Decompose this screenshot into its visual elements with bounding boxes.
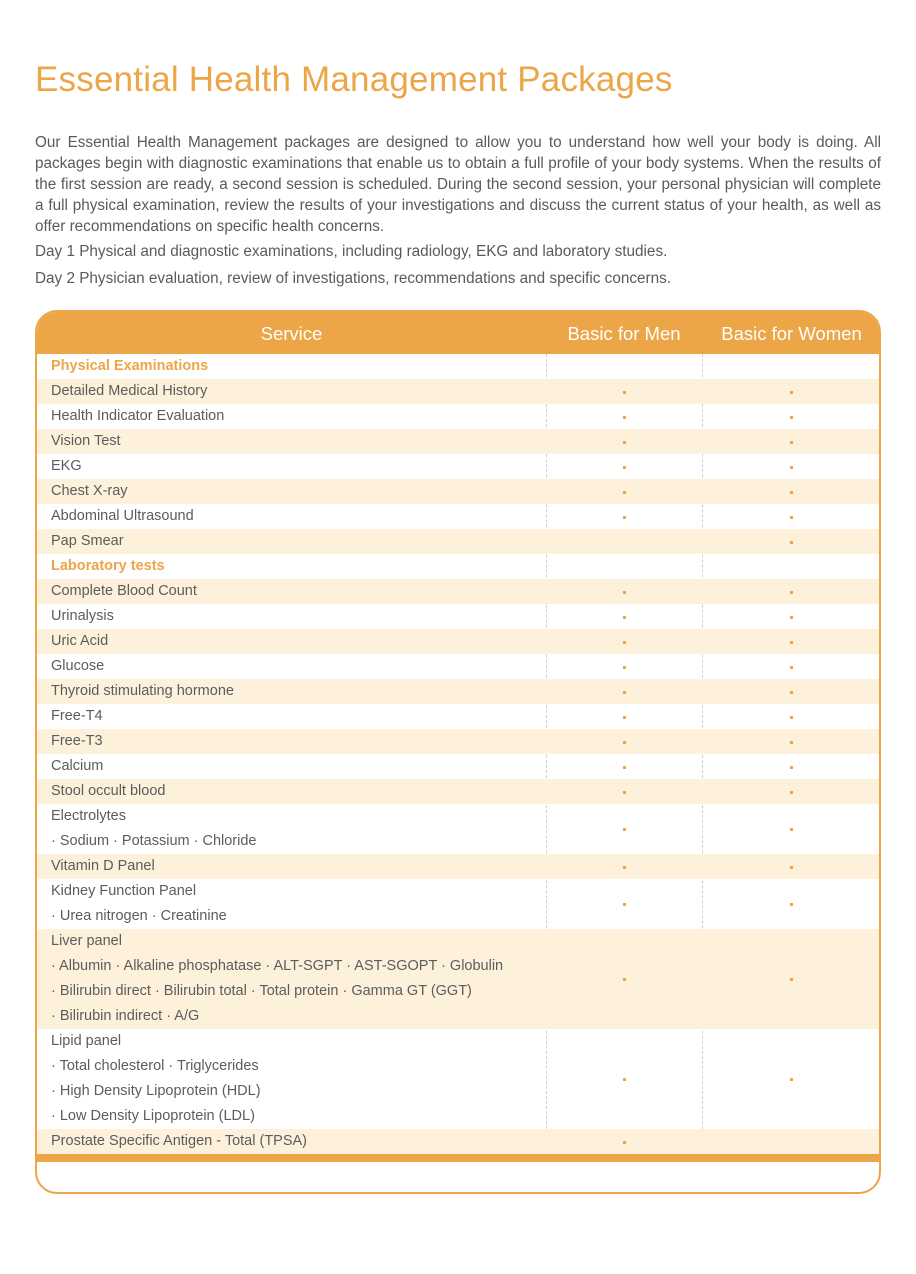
service-detail: · Low Density Lipoprotein (LDL) <box>51 1108 255 1124</box>
service-cell <box>37 779 546 804</box>
service-name: Chest X-ray <box>51 483 128 499</box>
table-row <box>37 854 879 879</box>
page-title: Essential Health Management Packages <box>35 60 673 99</box>
included-women-dot-icon <box>790 791 793 794</box>
table-footer-bar <box>37 1154 879 1162</box>
table-header <box>37 312 879 354</box>
service-cell <box>37 354 546 379</box>
included-men-dot-icon <box>623 903 626 906</box>
included-women-dot-icon <box>790 903 793 906</box>
service-cell <box>37 1129 546 1154</box>
included-women-dot-icon <box>790 441 793 444</box>
header-basic-men: Basic for Men <box>567 323 681 344</box>
included-men-dot-icon <box>623 691 626 694</box>
service-detail: · High Density Lipoprotein (HDL) <box>51 1083 261 1099</box>
table-row <box>37 929 879 1029</box>
included-women-dot-icon <box>790 716 793 719</box>
table-row <box>37 779 879 804</box>
included-men-dot-icon <box>623 1141 626 1144</box>
included-women-dot-icon <box>790 828 793 831</box>
included-women-dot-icon <box>790 616 793 619</box>
included-men-dot-icon <box>623 766 626 769</box>
service-cell <box>37 454 546 479</box>
service-name: Pap Smear <box>51 533 124 549</box>
service-name: Calcium <box>51 758 104 774</box>
service-cell <box>37 404 546 429</box>
included-women-dot-icon <box>790 1078 793 1081</box>
section-header-row <box>37 354 879 379</box>
included-women-dot-icon <box>790 978 793 981</box>
service-name: Free-T3 <box>51 733 103 749</box>
included-women-dot-icon <box>790 741 793 744</box>
service-cell <box>37 854 546 879</box>
service-name: Laboratory tests <box>51 558 165 574</box>
included-men-dot-icon <box>623 441 626 444</box>
included-men-dot-icon <box>623 416 626 419</box>
table-row <box>37 604 879 629</box>
service-name: Uric Acid <box>51 633 109 649</box>
service-cell <box>37 729 546 754</box>
service-name: Health Indicator Evaluation <box>51 408 225 424</box>
table-body <box>37 354 879 1154</box>
table-row <box>37 504 879 529</box>
included-men-dot-icon <box>623 1078 626 1081</box>
service-name: Lipid panel <box>51 1033 122 1049</box>
service-name: Electrolytes <box>51 808 126 824</box>
included-women-dot-icon <box>790 416 793 419</box>
included-women-dot-icon <box>790 591 793 594</box>
packages-table <box>35 310 881 1194</box>
service-cell <box>37 1029 546 1129</box>
table-row <box>37 579 879 604</box>
service-cell <box>37 804 546 854</box>
table-row <box>37 654 879 679</box>
service-cell <box>37 704 546 729</box>
included-women-dot-icon <box>790 666 793 669</box>
included-men-dot-icon <box>623 391 626 394</box>
table-row <box>37 679 879 704</box>
day2-description: Day 2 Physician evaluation, review of investigations, recommendations and specific concerns. <box>35 270 671 287</box>
table-row <box>37 704 879 729</box>
service-detail: · Urea nitrogen · Creatinine <box>51 908 227 924</box>
service-cell <box>37 604 546 629</box>
service-name: Physical Examinations <box>51 358 209 374</box>
service-cell <box>37 554 546 579</box>
included-women-dot-icon <box>790 491 793 494</box>
included-men-dot-icon <box>623 491 626 494</box>
table-row <box>37 1029 879 1129</box>
service-cell <box>37 379 546 404</box>
header-basic-women: Basic for Women <box>721 323 862 344</box>
table-row <box>37 379 879 404</box>
table-row <box>37 754 879 779</box>
service-cell <box>37 629 546 654</box>
included-women-dot-icon <box>790 541 793 544</box>
section-header-row <box>37 554 879 579</box>
table-row <box>37 879 879 929</box>
day1-description: Day 1 Physical and diagnostic examinations, including radiology, EKG and laboratory studies. <box>35 243 668 260</box>
service-name: Thyroid stimulating hormone <box>51 683 234 699</box>
service-name: Vision Test <box>51 433 121 449</box>
service-detail: · Albumin · Alkaline phosphatase · ALT-SGPT · AST-SGOPT · Globulin <box>51 958 504 974</box>
service-detail: · Sodium · Potassium · Chloride <box>51 833 257 849</box>
included-men-dot-icon <box>623 616 626 619</box>
service-name: Glucose <box>51 658 105 674</box>
table-row <box>37 729 879 754</box>
service-name: Detailed Medical History <box>51 383 208 399</box>
included-women-dot-icon <box>790 766 793 769</box>
service-name: Kidney Function Panel <box>51 883 197 899</box>
service-name: Free-T4 <box>51 708 103 724</box>
table-row <box>37 454 879 479</box>
included-men-dot-icon <box>623 716 626 719</box>
included-men-dot-icon <box>623 978 626 981</box>
included-men-dot-icon <box>623 666 626 669</box>
included-men-dot-icon <box>623 591 626 594</box>
table-row <box>37 404 879 429</box>
table-row <box>37 479 879 504</box>
service-cell <box>37 504 546 529</box>
service-name: Prostate Specific Antigen - Total (TPSA) <box>51 1133 308 1149</box>
service-name: EKG <box>51 458 82 474</box>
table-row <box>37 804 879 854</box>
included-men-dot-icon <box>623 466 626 469</box>
included-men-dot-icon <box>623 866 626 869</box>
included-women-dot-icon <box>790 466 793 469</box>
service-cell <box>37 879 546 929</box>
included-women-dot-icon <box>790 516 793 519</box>
included-men-dot-icon <box>623 828 626 831</box>
included-men-dot-icon <box>623 641 626 644</box>
service-cell <box>37 654 546 679</box>
service-detail: · Bilirubin direct · Bilirubin total · Total protein · Gamma GT (GGT) <box>51 983 472 999</box>
service-name: Abdominal Ultrasound <box>51 508 194 524</box>
service-detail: · Total cholesterol · Triglycerides <box>51 1058 259 1074</box>
included-women-dot-icon <box>790 391 793 394</box>
table-row <box>37 429 879 454</box>
service-cell <box>37 579 546 604</box>
service-cell <box>37 754 546 779</box>
service-name: Vitamin D Panel <box>51 858 155 874</box>
service-detail: · Bilirubin indirect · A/G <box>51 1008 200 1024</box>
service-name: Urinalysis <box>51 608 114 624</box>
service-name: Complete Blood Count <box>51 583 197 599</box>
service-name: Stool occult blood <box>51 783 166 799</box>
included-women-dot-icon <box>790 691 793 694</box>
included-men-dot-icon <box>623 516 626 519</box>
service-name: Liver panel <box>51 933 122 949</box>
included-women-dot-icon <box>790 866 793 869</box>
table-row <box>37 629 879 654</box>
table-row <box>37 1129 879 1154</box>
table-row <box>37 529 879 554</box>
service-cell <box>37 529 546 554</box>
included-women-dot-icon <box>790 641 793 644</box>
header-service: Service <box>260 323 323 344</box>
service-cell <box>37 479 546 504</box>
service-cell <box>37 429 546 454</box>
included-men-dot-icon <box>623 741 626 744</box>
service-cell <box>37 679 546 704</box>
intro-paragraph: Our Essential Health Management packages are designed to allow you to understand how well your body is doing. All packages begin with diagnostic examinations that enable us to obtain a full profile of your body systems. When the results of the first session are ready, a second session is scheduled. During the second session, your personal physician will complete a full physical examination, review the results of your investigations and discuss the current status of your health, as well as offer recommendations on specific health concerns. <box>35 134 881 235</box>
service-cell <box>37 929 546 1029</box>
included-men-dot-icon <box>623 791 626 794</box>
